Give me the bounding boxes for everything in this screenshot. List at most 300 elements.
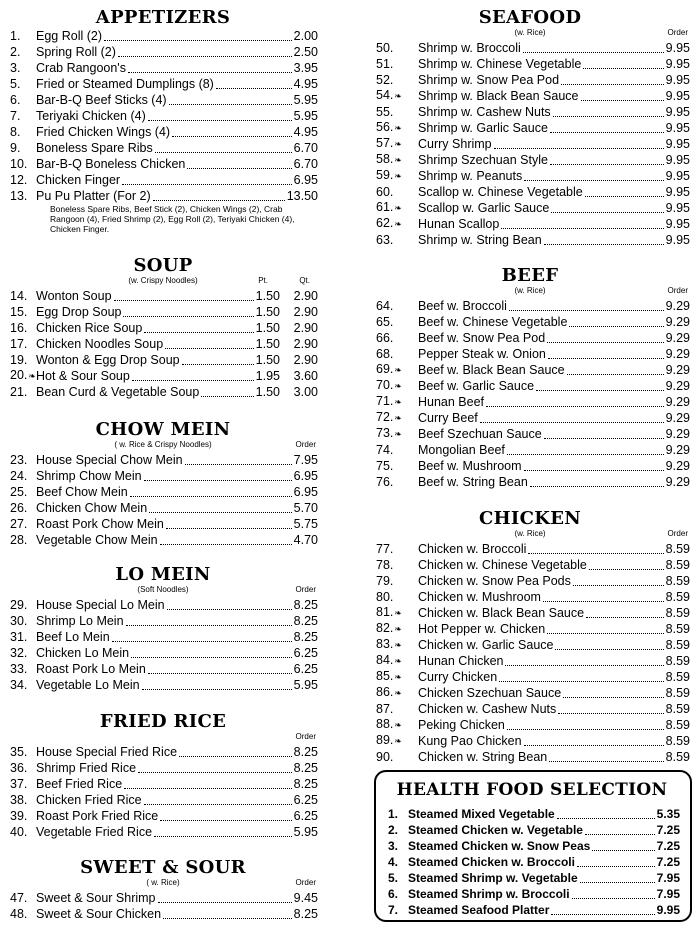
pepper-icon: ❧ bbox=[394, 397, 402, 407]
item-price: 3.95 bbox=[293, 61, 318, 75]
menu-item bbox=[8, 760, 318, 776]
item-name: Wonton & Egg Drop Soup bbox=[36, 353, 180, 367]
menu-item bbox=[384, 902, 680, 918]
dot-leader bbox=[544, 244, 664, 245]
item-name: Hunan Beef bbox=[418, 395, 485, 409]
order-header: Order bbox=[667, 28, 688, 37]
item-price: 9.95 bbox=[665, 57, 690, 71]
item-price: 9.95 bbox=[665, 41, 690, 55]
item-list bbox=[370, 298, 690, 490]
menu-item bbox=[370, 56, 690, 72]
menu-item bbox=[8, 352, 318, 368]
item-number: 62.❧ bbox=[376, 216, 402, 230]
item-number: 85.❧ bbox=[376, 669, 402, 683]
item-price: 9.29 bbox=[665, 331, 690, 345]
dot-leader bbox=[509, 310, 664, 311]
item-name: Chicken Chow Mein bbox=[36, 501, 148, 515]
item-price: 8.59 bbox=[665, 606, 690, 620]
menu-item bbox=[370, 394, 690, 410]
menu-item bbox=[8, 108, 318, 124]
pepper-icon: ❧ bbox=[394, 155, 402, 165]
item-list bbox=[384, 806, 680, 918]
dot-leader bbox=[569, 326, 663, 327]
item-list bbox=[8, 288, 318, 400]
item-number: 1. bbox=[388, 807, 399, 821]
menu-item bbox=[8, 613, 318, 629]
section-title: CHOW MEIN bbox=[95, 419, 231, 440]
item-price: 8.25 bbox=[293, 614, 318, 628]
item-number: 84.❧ bbox=[376, 653, 402, 667]
item-price: 8.59 bbox=[665, 558, 690, 572]
menu-item bbox=[8, 44, 318, 60]
item-list bbox=[8, 452, 318, 548]
item-number: 6. bbox=[10, 93, 21, 107]
dot-leader bbox=[148, 673, 292, 674]
item-number: 16. bbox=[10, 321, 28, 335]
fried-rice-section bbox=[8, 712, 318, 840]
item-price-quart: 3.00 bbox=[293, 385, 318, 399]
item-name: Pepper Steak w. Onion bbox=[418, 347, 546, 361]
item-name: Chicken w. Mushroom bbox=[418, 590, 541, 604]
beef-section bbox=[370, 266, 690, 490]
item-price: 9.29 bbox=[665, 379, 690, 393]
item-name: Bar-B-Q Boneless Chicken bbox=[36, 157, 186, 171]
item-name: Beef Lo Mein bbox=[36, 630, 110, 644]
item-name: Pu Pu Platter (For 2) bbox=[36, 189, 151, 203]
item-price-quart: 2.90 bbox=[293, 305, 318, 319]
menu-item bbox=[370, 426, 690, 442]
pepper-icon: ❧ bbox=[394, 219, 402, 229]
menu-item bbox=[370, 216, 690, 232]
pepper-icon: ❧ bbox=[394, 429, 402, 439]
item-price: 9.29 bbox=[665, 443, 690, 457]
menu-item bbox=[8, 172, 318, 188]
item-number: 86.❧ bbox=[376, 685, 402, 699]
dot-leader bbox=[505, 665, 663, 666]
item-name: Chicken Finger bbox=[36, 173, 121, 187]
item-name: Shrimp w. Black Bean Sauce bbox=[418, 89, 579, 103]
seafood-section bbox=[370, 8, 690, 248]
menu-item bbox=[370, 232, 690, 248]
item-price: 9.45 bbox=[293, 891, 318, 905]
dot-leader bbox=[555, 649, 663, 650]
item-number: 78. bbox=[376, 558, 394, 572]
item-name: Hunan Scallop bbox=[418, 217, 500, 231]
item-name: Beef w. String Bean bbox=[418, 475, 528, 489]
item-name: Hunan Chicken bbox=[418, 654, 504, 668]
item-name: Beef w. Garlic Sauce bbox=[418, 379, 535, 393]
menu-item bbox=[8, 792, 318, 808]
menu-item bbox=[370, 152, 690, 168]
dot-leader bbox=[123, 316, 253, 317]
item-number: 83.❧ bbox=[376, 637, 402, 651]
item-name: Fried Chicken Wings (4) bbox=[36, 125, 171, 139]
item-number: 57.❧ bbox=[376, 136, 402, 150]
item-price: 8.59 bbox=[665, 734, 690, 748]
item-name: Chicken w. String Bean bbox=[418, 750, 548, 764]
menu-item bbox=[370, 669, 690, 685]
quart-header: Qt. bbox=[299, 276, 310, 285]
item-price-quart: 3.60 bbox=[293, 369, 318, 383]
item-name: Beef Chow Mein bbox=[36, 485, 128, 499]
item-name: Shrimp Lo Mein bbox=[36, 614, 124, 628]
dot-leader bbox=[155, 152, 292, 153]
item-name: Teriyaki Chicken (4) bbox=[36, 109, 146, 123]
menu-item bbox=[8, 156, 318, 172]
dot-leader bbox=[563, 697, 664, 698]
item-price: 6.25 bbox=[293, 662, 318, 676]
item-price: 9.95 bbox=[665, 153, 690, 167]
item-number: 73.❧ bbox=[376, 426, 402, 440]
item-number: 14. bbox=[10, 289, 28, 303]
menu-item bbox=[370, 410, 690, 426]
pepper-icon: ❧ bbox=[394, 656, 402, 666]
item-price: 8.25 bbox=[293, 630, 318, 644]
item-name: Chicken w. Broccoli bbox=[418, 542, 527, 556]
pepper-icon: ❧ bbox=[394, 91, 402, 101]
item-number: 20.❧ bbox=[10, 368, 36, 382]
item-number: 72.❧ bbox=[376, 410, 402, 424]
item-number: 64. bbox=[376, 299, 394, 313]
item-name: Curry Shrimp bbox=[418, 137, 492, 151]
item-number: 5. bbox=[388, 871, 399, 885]
menu-item bbox=[370, 637, 690, 653]
item-price: 2.50 bbox=[293, 45, 318, 59]
menu-item bbox=[8, 808, 318, 824]
item-name: Chicken Szechuan Sauce bbox=[418, 686, 562, 700]
item-name: Curry Beef bbox=[418, 411, 478, 425]
item-number: 31. bbox=[10, 630, 28, 644]
menu-item bbox=[370, 733, 690, 749]
item-number: 36. bbox=[10, 761, 28, 775]
item-price: 4.95 bbox=[293, 125, 318, 139]
item-name: Hot & Sour Soup bbox=[36, 369, 130, 383]
item-price: 8.25 bbox=[293, 598, 318, 612]
item-number: 13. bbox=[10, 189, 28, 203]
menu-item bbox=[8, 320, 318, 336]
item-number: 61.❧ bbox=[376, 200, 402, 214]
item-number: 82.❧ bbox=[376, 621, 402, 635]
item-price: 5.95 bbox=[293, 109, 318, 123]
dot-leader bbox=[507, 729, 664, 730]
item-name: Shrimp w. Garlic Sauce bbox=[418, 121, 548, 135]
item-name: Chicken Lo Mein bbox=[36, 646, 130, 660]
dot-leader bbox=[182, 364, 254, 365]
section-title: SOUP bbox=[133, 255, 193, 276]
dot-leader bbox=[480, 422, 664, 423]
item-name: Beef w. Snow Pea Pod bbox=[418, 331, 546, 345]
item-price: 9.95 bbox=[665, 73, 690, 87]
menu-item bbox=[8, 906, 318, 922]
menu-item bbox=[370, 168, 690, 184]
item-name: Shrimp w. Chinese Vegetable bbox=[418, 57, 582, 71]
item-name: Vegetable Chow Mein bbox=[36, 533, 158, 547]
item-price-quart: 2.90 bbox=[293, 337, 318, 351]
item-price-pint: 1.50 bbox=[255, 385, 280, 399]
section-subtitle: (w. Rice) bbox=[514, 529, 546, 538]
pepper-icon: ❧ bbox=[394, 171, 402, 181]
item-price: 9.29 bbox=[665, 347, 690, 361]
menu-item bbox=[370, 717, 690, 733]
item-name: Curry Chicken bbox=[418, 670, 498, 684]
item-name: Shrimp w. Snow Pea Pod bbox=[418, 73, 560, 87]
item-number: 24. bbox=[10, 469, 28, 483]
dot-leader bbox=[548, 358, 664, 359]
dot-leader bbox=[166, 528, 292, 529]
section-title: SWEET & SOUR bbox=[80, 857, 246, 878]
item-price-pint: 1.50 bbox=[255, 305, 280, 319]
menu-item bbox=[8, 28, 318, 44]
item-name: Beef Szechuan Sauce bbox=[418, 427, 542, 441]
dot-leader bbox=[114, 300, 254, 301]
item-name: Chicken Noodles Soup bbox=[36, 337, 164, 351]
section-subtitle: ( w. Rice) bbox=[146, 878, 180, 887]
item-price: 6.25 bbox=[293, 793, 318, 807]
dot-leader bbox=[572, 898, 655, 899]
menu-item bbox=[370, 314, 690, 330]
dot-leader bbox=[167, 609, 292, 610]
item-number: 15. bbox=[10, 305, 28, 319]
item-name: Chicken w. Chinese Vegetable bbox=[418, 558, 587, 572]
menu-item bbox=[8, 532, 318, 548]
dot-leader bbox=[130, 496, 292, 497]
item-list bbox=[370, 541, 690, 765]
order-header: Order bbox=[667, 286, 688, 295]
item-list bbox=[8, 744, 318, 840]
item-number: 89.❧ bbox=[376, 733, 402, 747]
item-name: Egg Roll (2) bbox=[36, 29, 102, 43]
item-price-pint: 1.50 bbox=[255, 321, 280, 335]
item-number: 81.❧ bbox=[376, 605, 402, 619]
item-price: 9.29 bbox=[665, 459, 690, 473]
menu-item bbox=[8, 336, 318, 352]
item-name: Chicken Rice Soup bbox=[36, 321, 143, 335]
item-price: 8.59 bbox=[665, 638, 690, 652]
item-name: Vegetable Lo Mein bbox=[36, 678, 140, 692]
dot-leader bbox=[549, 761, 663, 762]
menu-item bbox=[8, 140, 318, 156]
item-number: 75. bbox=[376, 459, 394, 473]
dot-leader bbox=[558, 713, 663, 714]
item-name: Steamed Chicken w. Vegetable bbox=[408, 823, 583, 837]
chow-mein-section bbox=[8, 420, 318, 548]
item-number: 4. bbox=[388, 855, 399, 869]
menu-item bbox=[8, 188, 318, 204]
item-number: 23. bbox=[10, 453, 28, 467]
menu-item bbox=[8, 60, 318, 76]
item-number: 71.❧ bbox=[376, 394, 402, 408]
item-number: 65. bbox=[376, 315, 394, 329]
menu-item bbox=[370, 184, 690, 200]
dot-leader bbox=[581, 100, 664, 101]
dot-leader bbox=[185, 464, 292, 465]
item-number: 58.❧ bbox=[376, 152, 402, 166]
dot-leader bbox=[589, 569, 664, 570]
pepper-icon: ❧ bbox=[394, 640, 402, 650]
menu-item bbox=[370, 749, 690, 765]
item-price: 8.59 bbox=[665, 686, 690, 700]
item-number: 79. bbox=[376, 574, 394, 588]
item-list bbox=[8, 28, 318, 204]
item-price: 9.95 bbox=[665, 137, 690, 151]
item-price: 9.29 bbox=[665, 475, 690, 489]
menu-item bbox=[370, 557, 690, 573]
item-number: 3. bbox=[388, 839, 399, 853]
item-number: 19. bbox=[10, 353, 28, 367]
section-title: HEALTH FOOD SELECTION bbox=[396, 780, 668, 800]
item-price: 8.59 bbox=[665, 542, 690, 556]
dot-leader bbox=[104, 40, 292, 41]
item-price-quart: 2.90 bbox=[293, 353, 318, 367]
item-price: 13.50 bbox=[286, 189, 318, 203]
menu-item bbox=[370, 621, 690, 637]
menu-item bbox=[8, 500, 318, 516]
menu-item bbox=[370, 685, 690, 701]
item-number: 80. bbox=[376, 590, 394, 604]
item-number: 55. bbox=[376, 105, 394, 119]
dot-leader bbox=[524, 745, 664, 746]
item-name: Fried or Steamed Dumplings (8) bbox=[36, 77, 214, 91]
dot-leader bbox=[551, 212, 663, 213]
menu-item bbox=[8, 661, 318, 677]
menu-item bbox=[370, 541, 690, 557]
item-name: Shrimp w. String Bean bbox=[418, 233, 542, 247]
pepper-icon: ❧ bbox=[394, 672, 402, 682]
section-subtitle: (w. Rice) bbox=[514, 28, 546, 37]
dot-leader bbox=[112, 641, 292, 642]
dot-leader bbox=[592, 850, 654, 851]
dot-leader bbox=[524, 180, 663, 181]
item-price: 9.29 bbox=[665, 315, 690, 329]
dot-leader bbox=[148, 120, 292, 121]
sweet-sour-section bbox=[8, 858, 318, 922]
menu-item bbox=[370, 701, 690, 717]
dot-leader bbox=[179, 756, 292, 757]
item-name: Shrimp Fried Rice bbox=[36, 761, 137, 775]
dot-leader bbox=[118, 56, 292, 57]
item-price: 6.70 bbox=[293, 157, 318, 171]
pepper-icon: ❧ bbox=[394, 381, 402, 391]
section-subtitle: (Soft Noodles) bbox=[137, 585, 189, 594]
item-price: 8.59 bbox=[665, 590, 690, 604]
menu-item bbox=[384, 806, 680, 822]
menu-item bbox=[370, 200, 690, 216]
menu-item bbox=[8, 890, 318, 906]
lo-mein-section bbox=[8, 565, 318, 693]
menu-item bbox=[370, 573, 690, 589]
dot-leader bbox=[524, 470, 664, 471]
menu-item bbox=[8, 597, 318, 613]
menu-item bbox=[370, 653, 690, 669]
item-price: 8.25 bbox=[293, 907, 318, 921]
item-number: 77. bbox=[376, 542, 394, 556]
item-price: 8.25 bbox=[293, 745, 318, 759]
item-list bbox=[8, 597, 318, 693]
item-number: 39. bbox=[10, 809, 28, 823]
item-number: 29. bbox=[10, 598, 28, 612]
section-subtitle: (w. Crispy Noodles) bbox=[128, 276, 198, 285]
item-number: 21. bbox=[10, 385, 28, 399]
item-number: 2. bbox=[10, 45, 21, 59]
item-number: 48. bbox=[10, 907, 28, 921]
dot-leader bbox=[557, 818, 655, 819]
dot-leader bbox=[573, 585, 664, 586]
item-name: Scallop w. Chinese Vegetable bbox=[418, 185, 583, 199]
item-price: 5.95 bbox=[293, 825, 318, 839]
pepper-icon: ❧ bbox=[394, 413, 402, 423]
dot-leader bbox=[551, 914, 654, 915]
item-name: Shrimp w. Broccoli bbox=[418, 41, 521, 55]
dot-leader bbox=[126, 625, 292, 626]
pepper-icon: ❧ bbox=[394, 139, 402, 149]
item-price: 7.95 bbox=[293, 453, 318, 467]
order-header: Order bbox=[667, 529, 688, 538]
item-price: 4.70 bbox=[293, 533, 318, 547]
item-price: 4.95 bbox=[293, 77, 318, 91]
item-number: 87. bbox=[376, 702, 394, 716]
item-number: 38. bbox=[10, 793, 28, 807]
dot-leader bbox=[132, 380, 254, 381]
dot-leader bbox=[160, 820, 291, 821]
item-name: Shrimp w. Peanuts bbox=[418, 169, 523, 183]
item-name: Roast Pork Lo Mein bbox=[36, 662, 146, 676]
item-price: 9.95 bbox=[665, 169, 690, 183]
item-price: 6.95 bbox=[293, 173, 318, 187]
menu-item bbox=[8, 744, 318, 760]
item-number: 27. bbox=[10, 517, 28, 531]
menu-item bbox=[8, 629, 318, 645]
dot-leader bbox=[544, 438, 664, 439]
item-name: Steamed Shrimp w. Vegetable bbox=[408, 871, 578, 885]
dot-leader bbox=[169, 104, 292, 105]
item-price-pint: 1.50 bbox=[255, 353, 280, 367]
item-number: 34. bbox=[10, 678, 28, 692]
dot-leader bbox=[507, 454, 664, 455]
section-title: FRIED RICE bbox=[99, 711, 227, 732]
item-price: 9.95 bbox=[665, 105, 690, 119]
item-number: 30. bbox=[10, 614, 28, 628]
item-number: 54.❧ bbox=[376, 88, 402, 102]
dot-leader bbox=[144, 804, 292, 805]
item-name: Vegetable Fried Rice bbox=[36, 825, 153, 839]
item-number: 40. bbox=[10, 825, 28, 839]
menu-item bbox=[370, 589, 690, 605]
item-number: 5. bbox=[10, 77, 21, 91]
item-price: 5.70 bbox=[293, 501, 318, 515]
item-name: Steamed Seafood Platter bbox=[408, 903, 550, 917]
pepper-icon: ❧ bbox=[394, 688, 402, 698]
order-header: Order bbox=[295, 732, 316, 741]
item-number: 33. bbox=[10, 662, 28, 676]
menu-item bbox=[8, 776, 318, 792]
item-number: 6. bbox=[388, 887, 399, 901]
pepper-icon: ❧ bbox=[394, 123, 402, 133]
item-price: 9.95 bbox=[665, 201, 690, 215]
item-name: Bar-B-Q Beef Sticks (4) bbox=[36, 93, 167, 107]
item-number: 35. bbox=[10, 745, 28, 759]
dot-leader bbox=[550, 164, 664, 165]
menu-item bbox=[8, 677, 318, 693]
item-price: 9.29 bbox=[665, 427, 690, 441]
dot-leader bbox=[153, 200, 285, 201]
item-price: 9.29 bbox=[665, 411, 690, 425]
item-number: 2. bbox=[388, 823, 399, 837]
item-name: Beef w. Chinese Vegetable bbox=[418, 315, 568, 329]
menu-item bbox=[8, 645, 318, 661]
item-name: House Special Chow Mein bbox=[36, 453, 183, 467]
item-number: 17. bbox=[10, 337, 28, 351]
item-number: 66. bbox=[376, 331, 394, 345]
